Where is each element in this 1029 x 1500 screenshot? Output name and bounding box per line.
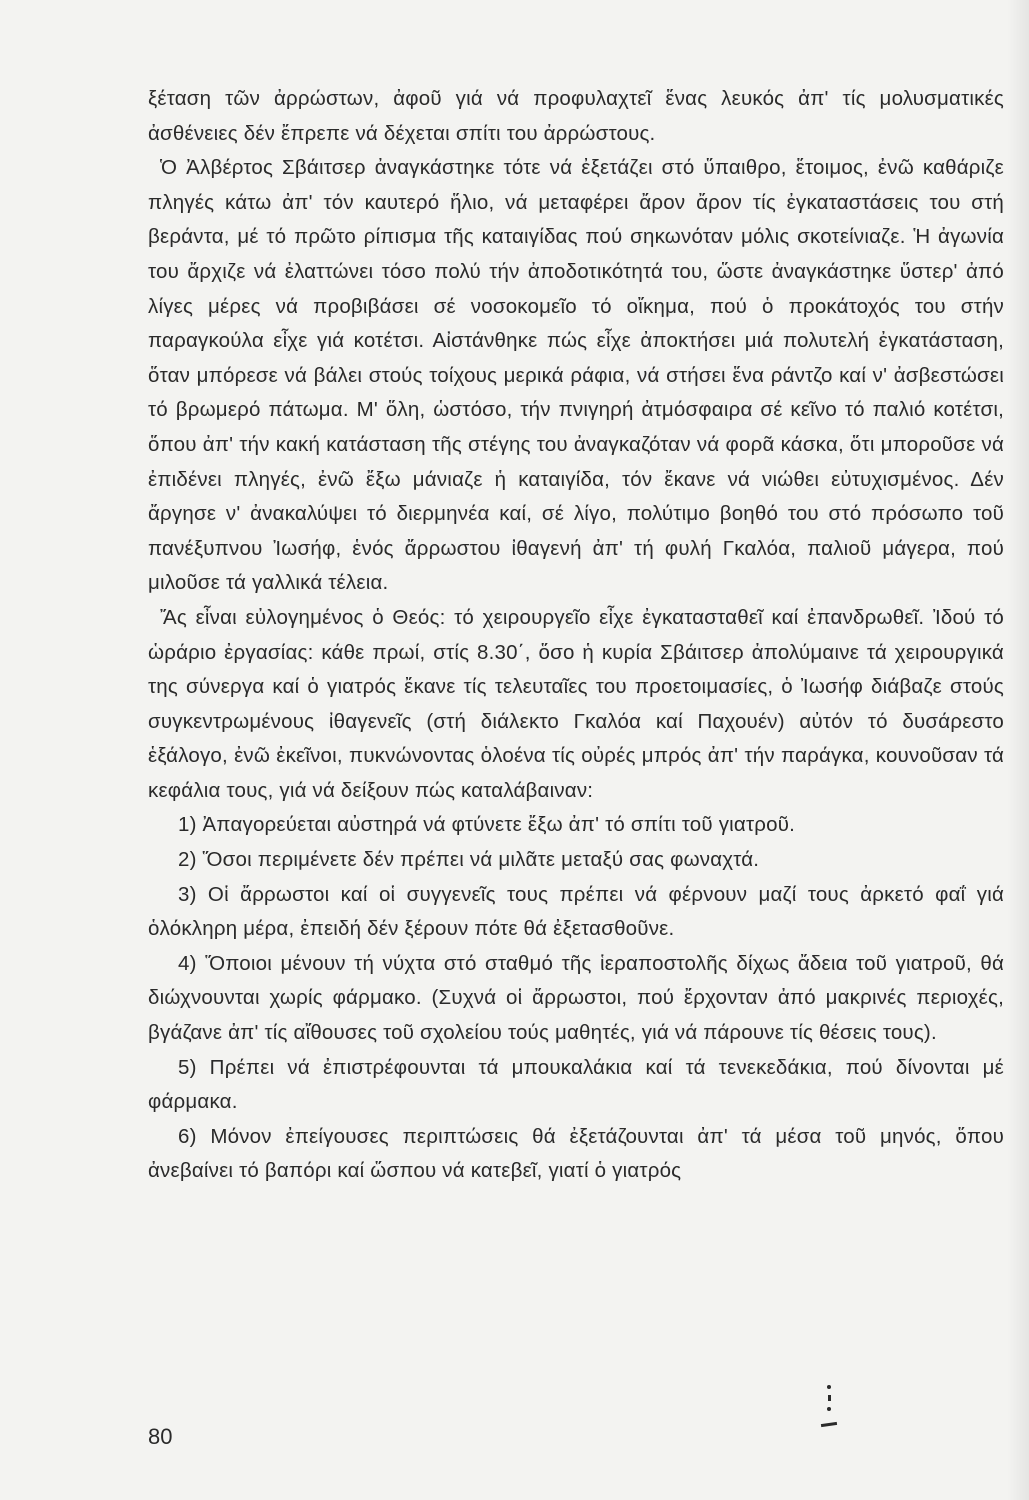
- body-text: [148, 82, 1004, 1189]
- rule-item-4: 4) Ὅποιοι μένουν τή νύχτα στό σταθμό τῆς ἱεραποστολῆς δίχως ἄδεια τοῦ γιατροῦ, θά διώχνουνται χωρίς φάρμακο. (Συχνά οἱ ἄρρωστοι, πού ἔρχονταν ἀπό μακρινές περιοχές, βγάζανε ἀπ' τίς αἴθουσες τοῦ σχολείου τούς μαθητές, γιά νά πάρουνε τίς θέσεις τους).: [148, 951, 1004, 1045]
- rule-item-6: 6) Μόνον ἐπείγουσες περιπτώσεις θά ἐξετάζουνται ἀπ' τά μέσα τοῦ μηνός, ὅπου ἀνεβαίνει τό βαπόρι καί ὥσπου νά κατεβεῖ, γιατί ὁ γιατρός: [148, 1124, 1004, 1183]
- page-number: 80: [148, 1424, 173, 1449]
- rule-item-2: 2) Ὅσοι περιμένετε δέν πρέπει νά μιλᾶτε μεταξύ σας φωναχτά.: [178, 848, 760, 872]
- ink-smudge: [819, 1385, 839, 1430]
- paragraph-operating-room: Ἄς εἶναι εὐλογημένος ὁ Θεός: τό χειρουργεῖο εἶχε ἐγκατασταθεῖ καί ἐπανδρωθεῖ. Ἰδού τό ὡράριο ἐργασίας: κάθε πρωί, στίς 8.30΄, ὅσο ἡ κυρία Σβάιτσερ ἀπολύμαινε τά χειρουργικά της σύνεργα καί ὁ γιατρός ἔκανε τίς τελευταῖες του προετοιμασίες, ὁ Ἰωσήφ διάβαζε στούς συγκεντρωμένους ἰθαγενεῖς (στή διάλεκτο Γκαλόα καί Παχουέν) αὐτόν τό δυσάρεστο ἑξάλογο, ἐνῶ ἐκεῖνοι, πυκνώνοντας ὁλοένα τίς οὐρές μπρός ἀπ' τήν παράγκα, κουνοῦσαν τά κεφάλια τους, γιά νά δείξουν πώς καταλάβαιναν:: [148, 605, 1004, 802]
- scan-edge-shadow: [1007, 0, 1029, 1500]
- paragraph-continuation: ξέταση τῶν ἀρρώστων, ἀφοῦ γιά νά προφυλαχτεῖ ἕνας λευκός ἀπ' τίς μολυσματικές ἀσθένειες δέν ἔπρεπε νά δέχεται σπίτι του ἀρρώστους.: [148, 87, 1004, 145]
- paragraph-schweitzer-hut: Ὁ Ἀλβέρτος Σβάιτσερ ἀναγκάστηκε τότε νά ἐξετάζει στό ὕπαιθρο, ἕτοιμος, ἐνῶ καθάριζε πληγές κάτω ἀπ' τόν καυτερό ἥλιο, νά μεταφέρει ἄρον ἄρον τίς ἐγκαταστάσεις του στή βεράντα, μέ τό πρῶτο ρίπισμα τῆς καταιγίδας πού σηκωνόταν μόλις σκοτείνιαζε. Ἡ ἀγωνία του ἄρχιζε νά ἐλαττώνει τόσο πολύ τήν ἀποδοτικότητά του, ὥστε ἀναγκάστηκε ὕστερ' ἀπό λίγες μέρες νά προβιβάσει σέ νοσοκομεῖο τό οἴκημα, πού ὁ προκάτοχός του στήν παραγκούλα εἶχε γιά κοτέτσι. Αἰστάνθηκε πώς εἶχε ἀποκτήσει μιά πολυτελή ἐγκατάσταση, ὅταν μπόρεσε νά βάλει στούς τοίχους μερικά ράφια, νά στήσει ἕνα ράντζο καί ν' ἀσβεστώσει τό βρωμερό πάτωμα. Μ' ὅλη, ὡστόσο, τήν πνιγηρή ἀτμόσφαιρα σέ κεῖνο τό παλιό κοτέτσι, ὅπου ἀπ' τήν κακή κατάσταση τῆς στέγης του ἀναγκαζόταν νά φορᾶ κάσκα, ὅτι μποροῦσε νά ἐπιδένει πληγές, ἐνῶ ἔξω μάνιαζε ἡ καταιγίδα, τόν ἔκανε νά νιώθει εὐτυχισμένος. Δέν ἄργησε ν' ἀνακαλύψει τό διερμηνέα καί, σέ λίγο, πολύτιμο βοηθό του στό πρόσωπο τοῦ πανέξυπνου Ἰωσήφ, ἑνός ἄρρωστου ἰθαγενή ἀπ' τή φυλή Γκαλόα, παλιοῦ μάγερα, πού μιλοῦσε τά γαλλικά τέλεια.: [148, 156, 1004, 595]
- rule-item-1: 1) Ἀπαγορεύεται αὐστηρά νά φτύνετε ἔξω ἀπ' τό σπίτι τοῦ γιατροῦ.: [178, 813, 796, 837]
- rule-item-5: 5) Πρέπει νά ἐπιστρέφουνται τά μπουκαλάκια καί τά τενεκεδάκια, πού δίνονται μέ φάρμακα.: [148, 1055, 1004, 1114]
- rule-item-3: 3) Οἱ ἄρρωστοι καί οἱ συγγενεῖς τους πρέπει νά φέρνουν μαζί τους ἀρκετό φαΐ γιά ὁλόκληρη μέρα, ἐπειδή δέν ξέρουν πότε θά ἐξετασθοῦνε.: [148, 882, 1004, 941]
